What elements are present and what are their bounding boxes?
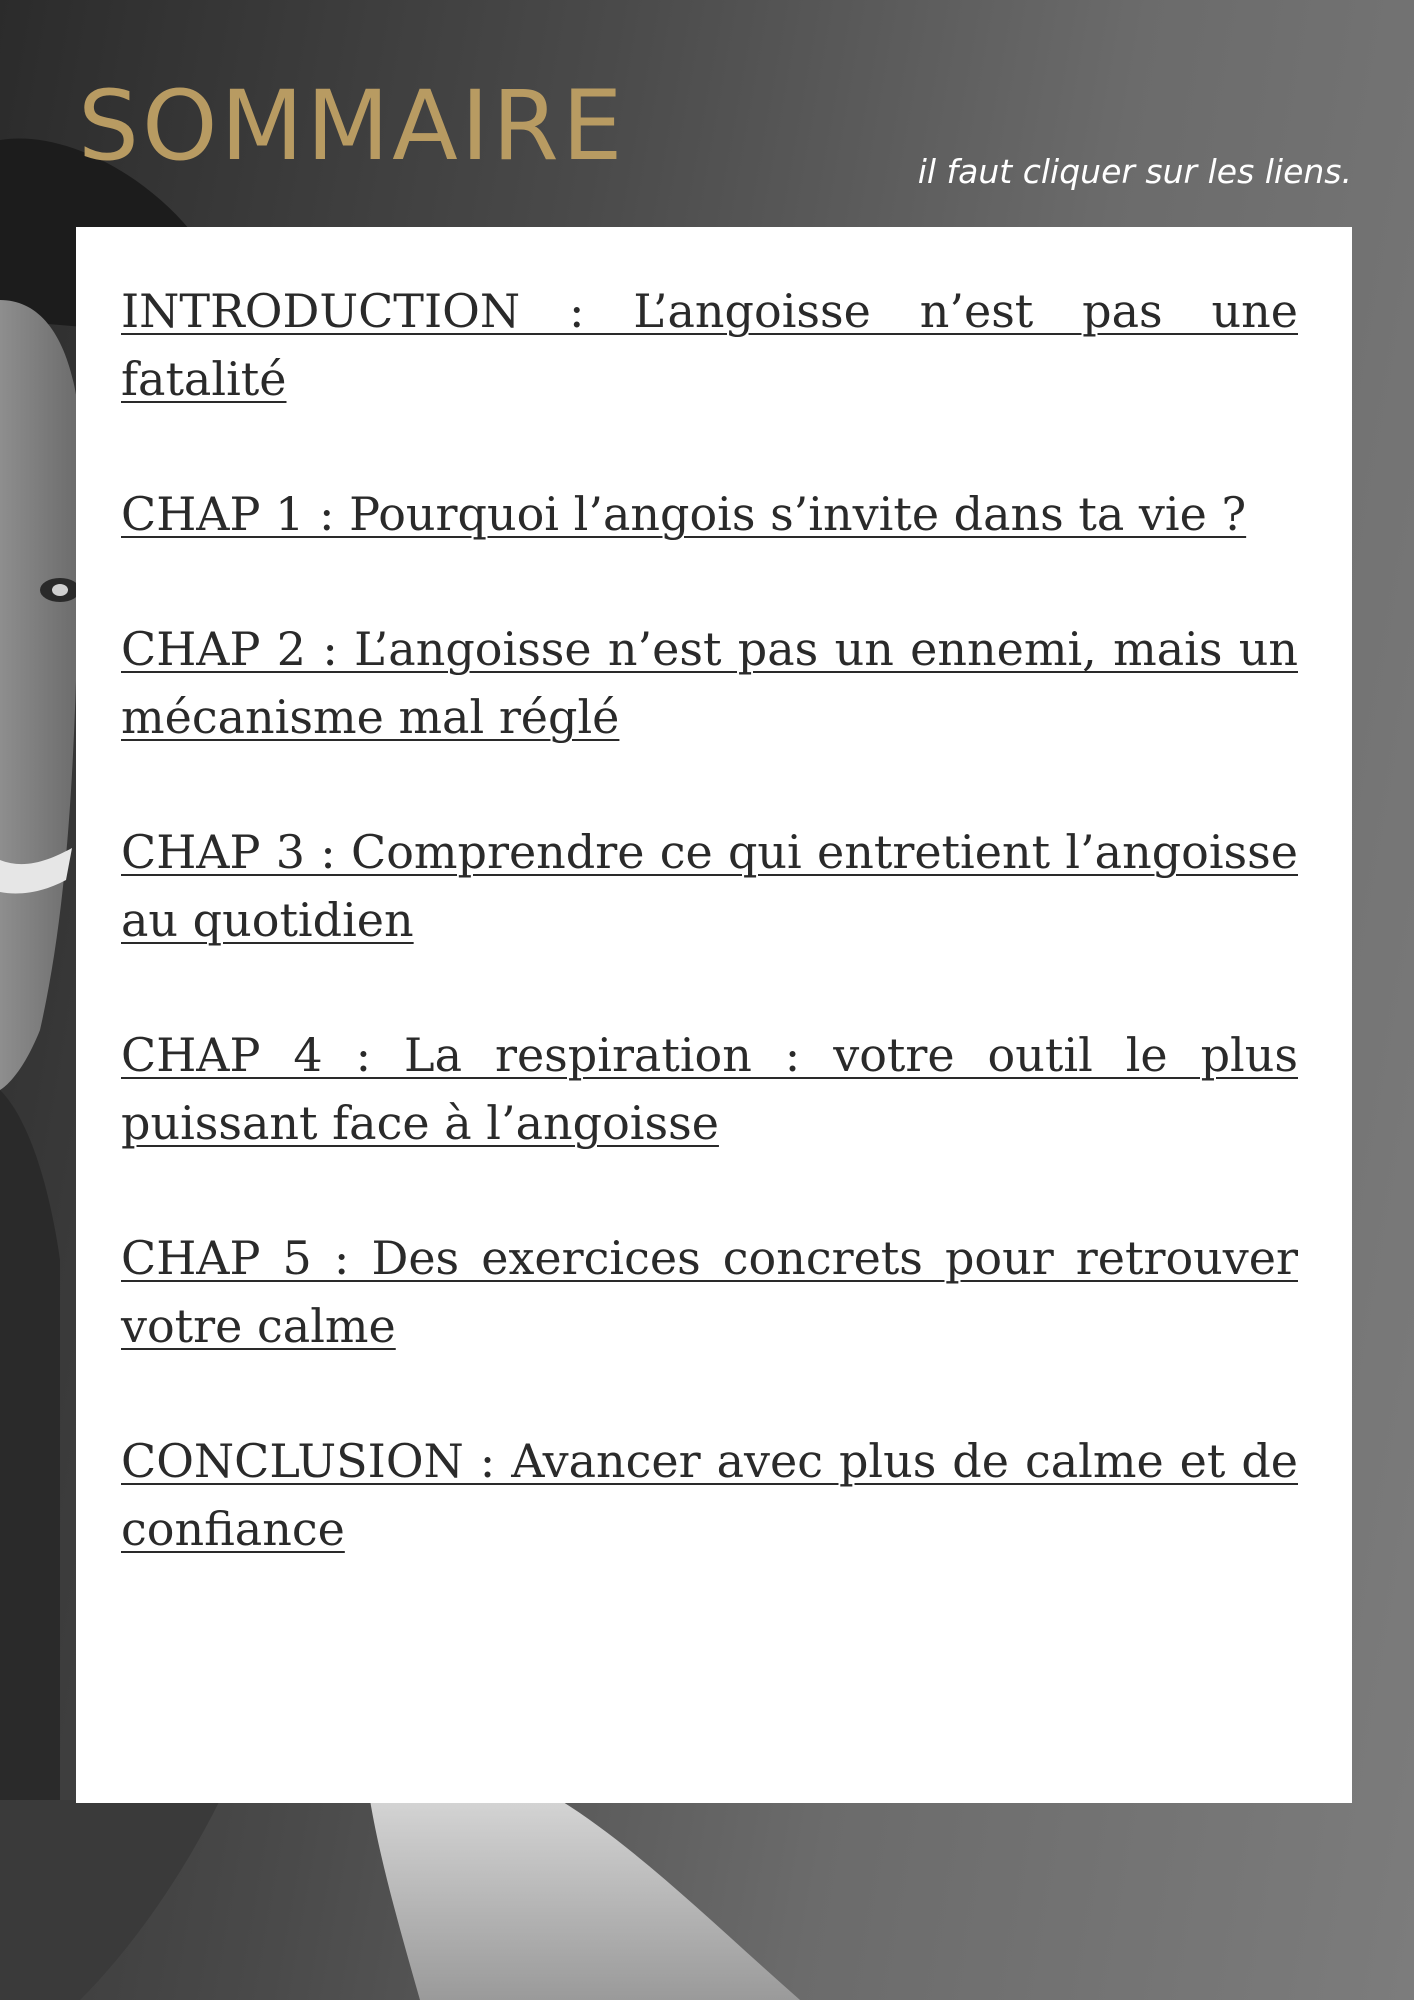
toc-item-conclusion bbox=[121, 1427, 1298, 1563]
table-of-contents-panel bbox=[76, 227, 1352, 1803]
toc-item-chap-4 bbox=[121, 1021, 1298, 1157]
toc-item-chap-2 bbox=[121, 615, 1298, 751]
click-links-hint: il faut cliquer sur les liens. bbox=[917, 152, 1352, 191]
page-title: SOMMAIRE bbox=[78, 70, 626, 182]
toc-link-chap-1[interactable]: CHAP 1 : Pourquoi l’angois s’invite dans ta vie ? bbox=[121, 487, 1247, 541]
toc-item-chap-1 bbox=[121, 480, 1298, 548]
toc-item-introduction bbox=[121, 277, 1298, 413]
toc-link-chap-3[interactable]: CHAP 3 : Comprendre ce qui entretient l’angoisse au quotidien bbox=[121, 825, 1298, 947]
toc-link-introduction[interactable]: INTRODUCTION : L’angoisse n’est pas une fatalité bbox=[121, 284, 1298, 406]
toc-item-chap-5 bbox=[121, 1224, 1298, 1360]
toc-link-conclusion[interactable]: CONCLUSION : Avancer avec plus de calme et de confiance bbox=[121, 1434, 1298, 1556]
toc-item-chap-3 bbox=[121, 818, 1298, 954]
toc-link-chap-5[interactable]: CHAP 5 : Des exercices concrets pour retrouver votre calme bbox=[121, 1231, 1298, 1353]
table-of-contents-list bbox=[76, 227, 1352, 1563]
toc-link-chap-2[interactable]: CHAP 2 : L’angoisse n’est pas un ennemi, mais un mécanisme mal réglé bbox=[121, 622, 1298, 744]
toc-link-chap-4[interactable]: CHAP 4 : La respiration : votre outil le plus puissant face à l’angoisse bbox=[121, 1028, 1298, 1150]
